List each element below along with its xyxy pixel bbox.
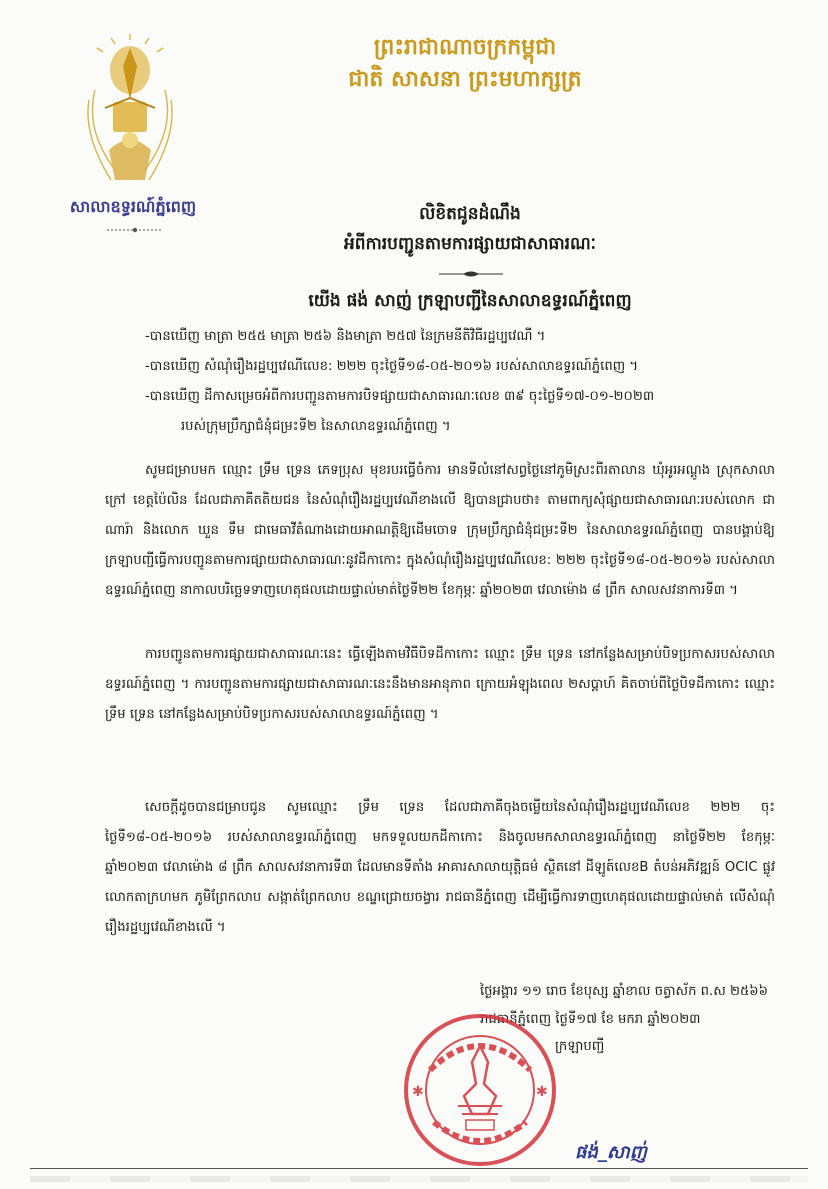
signature-name: ផង់_សាញ់ bbox=[575, 1142, 647, 1163]
signatory-title: ក្រឡាបញ្ជី bbox=[555, 1039, 605, 1054]
paragraph-text: សេចក្តីដូចបានជម្រាបជូន សូមឈ្មោះ ទ្រឹម ទ្រេន ដែលជាភាគីចុងចម្លើយនៃសំណុំរឿងរដ្ឋប្បវេណីលេខ ២២២ ចុះថ្ងៃទី១៨-០៥-២០១៦ របស់សាលាឧទ្ធរណ៍ភ្នំពេញ មកទទួលយកដីកាកោះ និងចូលមកសាលាឧទ្ធរណ៍ភ្នំពេញ នាថ្ងៃទី២២ ខែកុម្ភៈ ឆ្នាំ២០២៣ វេលាម៉ោង ៨ ព្រឹក សាលសវនាការទី៣ ដែលមានទីតាំង អាគារសាលាយុត្តិធម៌ ស្ថិតនៅ ដីឡូត៍លេខB តំបន់អភិវឌ្ឍន៍ OCIC ផ្លូវលោកតាក្រហមក ភូមិព្រែកលាប សង្កាត់ព្រែកលាប ខណ្ឌជ្រោយចង្វារ រាជធានីភ្នំពេញ ដើម្បីធ្វើការទាញហេតុផលដោយផ្ទាល់មាត់ លើសំណុំរឿងរដ្ឋប្បវេណីខាងលើ ។ bbox=[105, 800, 775, 935]
footer-band bbox=[30, 1176, 808, 1182]
royal-emblem-icon bbox=[75, 30, 185, 200]
title-line-1: លិខិតជូនដំណឹង bbox=[419, 204, 521, 224]
title-line-2: អំពីការបញ្ជូនតាមការផ្សាយជាសាធារណៈ bbox=[344, 233, 596, 254]
ornament-divider-icon bbox=[105, 226, 165, 234]
kingdom-line-1: ព្រះរាជាណាចក្រកម្ពុជា bbox=[373, 35, 557, 60]
document-title bbox=[300, 200, 640, 260]
registrar-heading: យើង ផង់ សាញ់ ក្រឡាបញ្ជីនៃសាលាឧទ្ធរណ៍ភ្នំពេញ bbox=[308, 291, 632, 311]
svg-text:✱: ✱ bbox=[412, 1084, 424, 1100]
body-paragraph-1 bbox=[105, 456, 775, 606]
reference-item: -បានឃើញ សំណុំរឿងរដ្ឋប្បវេណីលេខ: ២២២ ចុះថ្ងៃទី១៨-០៥-២០១៦ របស់សាលាឧទ្ធរណ៍ភ្នំពេញ ។ bbox=[145, 359, 639, 374]
ornament-divider-icon bbox=[437, 270, 505, 278]
kingdom-motto bbox=[330, 32, 600, 96]
official-seal-stamp bbox=[400, 1010, 560, 1170]
reference-item: -បានឃើញ ដីកាសម្រេចអំពីការបញ្ជូនតាមការបិទផ្សាយជាសាធារណៈលេខ ៣៩ ចុះថ្ងៃទី១៧-០១-២០២៣ bbox=[145, 389, 655, 404]
references-list bbox=[145, 322, 780, 442]
body-paragraph-3 bbox=[105, 793, 775, 943]
svg-text:✱: ✱ bbox=[536, 1084, 548, 1100]
court-name: សាលាឧទ្ធរណ៍ភ្នំពេញ bbox=[69, 197, 197, 216]
kingdom-line-2: ជាតិ សាសនា ព្រះមហាក្សត្រ bbox=[348, 66, 582, 92]
body-paragraph-2 bbox=[105, 640, 775, 730]
reference-item: របស់ក្រុមប្រឹក្សាជំនុំជម្រះទី២ នៃសាលាឧទ្ធរណ៍ភ្នំពេញ ។ bbox=[181, 419, 451, 434]
lunar-date: ថ្ងៃអង្គារ ១១ រោច ខែបុស្ស ឆ្នាំខាល ចត្វាស័ក ព.ស ២៥៦៦ bbox=[480, 984, 768, 999]
reference-item: -បានឃើញ មាត្រា ២៥៥ មាត្រា ២៥៦ និងមាត្រា ២៥៧ នៃក្រមនីតិវិធីរដ្ឋប្បវេណី ។ bbox=[145, 329, 546, 344]
place-date: រាជធានីភ្នំពេញ ថ្ងៃទី១៧ ខែ មករា ឆ្នាំ២០២៣ bbox=[480, 1012, 701, 1027]
footer-rule bbox=[30, 1168, 808, 1169]
paragraph-text: សូមជម្រាបមក ឈ្មោះ ទ្រឹម ទ្រេន ភេទប្រុស មុខរបរធ្វើចំការ មានទីលំនៅសព្វថ្ងៃនៅភូមិស្រះពីរតាលាន ឃុំអូរអណ្ដូង ស្រុកសាលាក្រៅ ខេត្តប៉ៃលិន ដែលជាភាគីតតិយជន នៃសំណុំរឿងរដ្ឋប្បវេណីខាងលើ ឱ្យបានជ្រាបថា៖ តាមពាក្យសុំផ្សាយជាសាធារណៈរបស់លោក ជា ណារ៉ា និងលោក ឃួន ទឹម ជាមេធាវីតំណាងដោយអាណត្តិឱ្យដើមចោទ ក្រុមប្រឹក្សាជំនុំជម្រះទី២ នៃសាលាឧទ្ធរណ៍ភ្នំពេញ បានបង្គាប់ឱ្យក្រឡាបញ្ជីធ្វើការបញ្ជូនតាមការផ្សាយជាសាធារណៈនូវដីកាកោះ ក្នុងសំណុំរឿងរដ្ឋប្បវេណីលេខ: ២២២ ចុះថ្ងៃទី១៨-០៥-២០១៦ របស់សាលាឧទ្ធរណ៍ភ្នំពេញ នាកាលបរិច្ឆេទទាញហេតុផលដោយផ្ទាល់មាត់ថ្ងៃទី២២ ខែកុម្ភៈ ឆ្នាំ២០២៣ វេលាម៉ោង ៨ ព្រឹក សាលសវនាការទី៣ ។ bbox=[105, 463, 775, 598]
paragraph-text: ការបញ្ជូនតាមការផ្សាយជាសាធារណៈនេះ ធ្វើឡើងតាមវិធីបិទដីកាកោះ ឈ្មោះ ទ្រឹម ទ្រេន នៅកន្លែងសម្រាប់បិទប្រកាសរបស់សាលាឧទ្ធរណ៍ភ្នំពេញ ។ ការបញ្ជូនតាមការផ្សាយជាសាធារណៈនេះនឹងមានអានុភាព ក្រោយអំឡុងពេល ២សប្តាហ៍ គិតចាប់ពីថ្ងៃបិទដីកាកោះ ឈ្មោះ ទ្រឹម ទ្រេន នៅកន្លែងសម្រាប់បិទប្រកាសរបស់សាលាឧទ្ធរណ៍ភ្នំពេញ ។ bbox=[105, 647, 775, 722]
